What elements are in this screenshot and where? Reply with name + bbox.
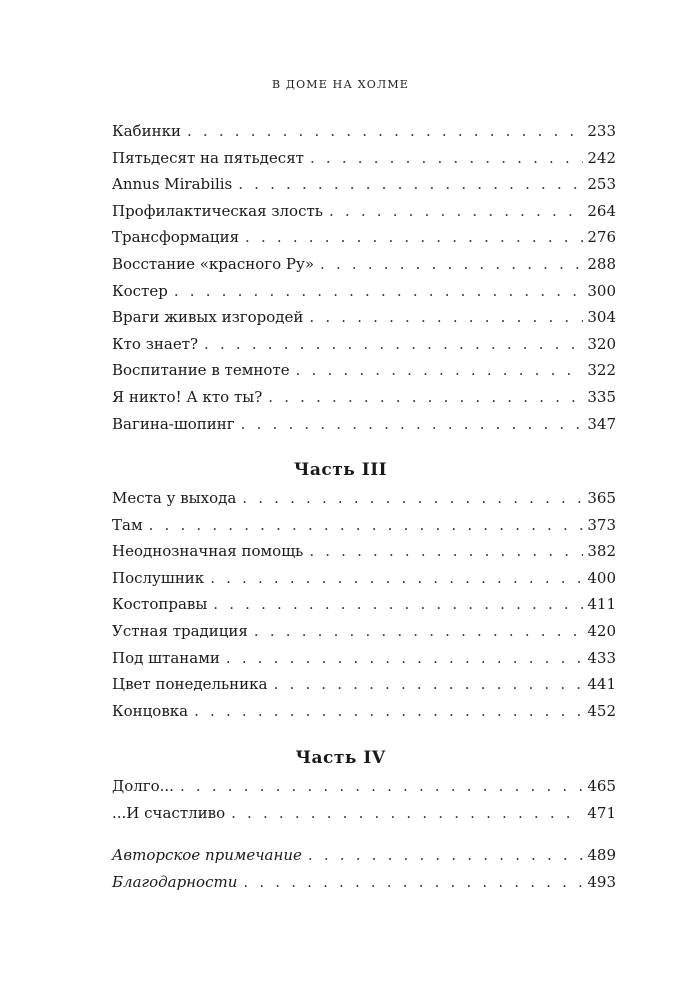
toc-entry-page: 382 [587,542,616,561]
toc-entry-page: 411 [587,595,616,614]
leader-dots [254,618,583,645]
toc-entry-title: Профилактическая злость [112,201,323,220]
toc-entry[interactable] [112,485,616,512]
toc-entry-title: Концовка [112,701,189,720]
toc-entry[interactable] [112,278,616,305]
toc-entry-page: 471 [587,803,616,822]
leader-dots [243,869,583,896]
leader-dots [180,773,583,800]
toc-entry-title: Благодарности [112,872,238,891]
toc-entry[interactable] [112,357,616,384]
toc-entry-title: Цвет понедельника [112,675,268,694]
toc-entry-title: Воспитание в темноте [112,361,290,380]
toc-entry[interactable] [112,198,616,225]
toc-entry[interactable] [112,645,616,672]
toc-section-1 [112,118,616,437]
leader-dots [204,331,583,358]
toc-part-3 [112,485,616,724]
toc-entry-page: 233 [587,122,616,140]
toc-entry-title: Под штанами [112,648,220,667]
toc-entry-title: Кабинки [112,122,181,140]
leader-dots [274,671,584,698]
toc-entry-title: Трансформация [112,228,240,247]
toc-entry[interactable] [112,800,616,827]
toc-entry-page: 242 [587,148,616,167]
toc-part-4 [112,773,616,826]
leader-dots [187,118,583,145]
toc-entry-title: Враги живых изгородей [112,308,304,327]
toc-entry-page: 452 [587,701,616,720]
leader-dots [309,304,583,331]
toc-entry-title: Долго... [112,777,174,795]
leader-dots [231,800,583,827]
toc-entry[interactable] [112,118,616,145]
toc-entry[interactable] [112,411,616,438]
leader-dots [309,538,583,565]
toc-entry[interactable] [112,251,616,278]
toc-entry-page: 264 [587,201,616,220]
toc-entry[interactable] [112,538,616,565]
toc-entry-page: 493 [587,872,616,891]
toc-entry[interactable] [112,591,616,618]
toc-entry-page: 441 [587,675,616,694]
toc-entry-title: ...И счастливо [112,803,226,822]
leader-dots [226,645,583,672]
toc-entry[interactable] [112,171,616,198]
part-heading: Часть III [293,460,388,480]
toc-entry-title: Я никто! А кто ты? [112,387,263,406]
toc-entry-title: Кто знает? [112,334,199,353]
toc-entry-page: 347 [587,414,616,433]
toc-entry-title: Места у выхода [112,489,237,507]
leader-dots [213,591,583,618]
toc-entry-title: Устная традиция [112,621,248,640]
toc-entry-page: 322 [587,361,616,380]
toc-entry-page: 365 [587,489,616,507]
toc-entry-title: Неоднозначная помощь [112,542,304,561]
leader-dots [245,224,583,251]
toc-entry[interactable] [112,304,616,331]
toc-entry[interactable] [112,331,616,358]
toc-entry-title: Костер [112,281,168,300]
leader-dots [210,565,583,592]
toc-entry-page: 335 [587,387,616,406]
leader-dots [308,842,583,869]
toc-entry[interactable] [112,384,616,411]
leader-dots [174,278,584,305]
leader-dots [296,357,584,384]
leader-dots [194,698,583,725]
toc-entry-title: Послушник [112,568,205,587]
toc-entry-page: 288 [587,254,616,273]
toc-entry[interactable] [112,671,616,698]
leader-dots [310,145,583,172]
toc-entry-page: 320 [587,334,616,353]
toc-entry-page: 373 [587,515,616,534]
leader-dots [149,512,584,539]
leader-dots [241,411,584,438]
leader-dots [242,485,583,512]
toc-entry[interactable] [112,512,616,539]
toc-entry-title: Восстание «красного Ру» [112,254,315,273]
toc-entry-page: 420 [587,621,616,640]
toc-entry-page: 300 [587,281,616,300]
toc-entry-page: 489 [587,846,616,864]
toc-entry[interactable] [112,145,616,172]
toc-entry[interactable] [112,773,616,800]
running-head: В ДОМЕ НА ХОЛМЕ [271,78,410,91]
toc-entry-page: 400 [587,568,616,587]
toc-entry-title: Вагина-шопинг [112,414,235,433]
part-heading: Часть IV [295,748,386,768]
toc-entry-title: Там [112,515,143,534]
toc-entry[interactable] [112,224,616,251]
toc-entry-page: 253 [587,175,616,194]
toc-entry[interactable] [112,869,616,896]
toc-entry[interactable] [112,698,616,725]
toc-entry-page: 433 [587,648,616,667]
toc-entry-page: 465 [587,777,616,795]
toc-entry-title: Пятьдесят на пятьдесят [112,148,304,167]
toc-entry[interactable] [112,565,616,592]
toc-entry[interactable] [112,618,616,645]
toc-entry-title: Авторское примечание [112,846,302,864]
toc-entry-title: Костоправы [112,595,208,614]
toc-entry-page: 304 [587,308,616,327]
leader-dots [238,171,583,198]
toc-back-matter [112,842,616,895]
leader-dots [329,198,583,225]
leader-dots [268,384,583,411]
leader-dots [320,251,583,278]
toc-entry[interactable] [112,842,616,869]
toc-entry-page: 276 [587,228,616,247]
toc-entry-title: Annus Mirabilis [112,175,233,194]
